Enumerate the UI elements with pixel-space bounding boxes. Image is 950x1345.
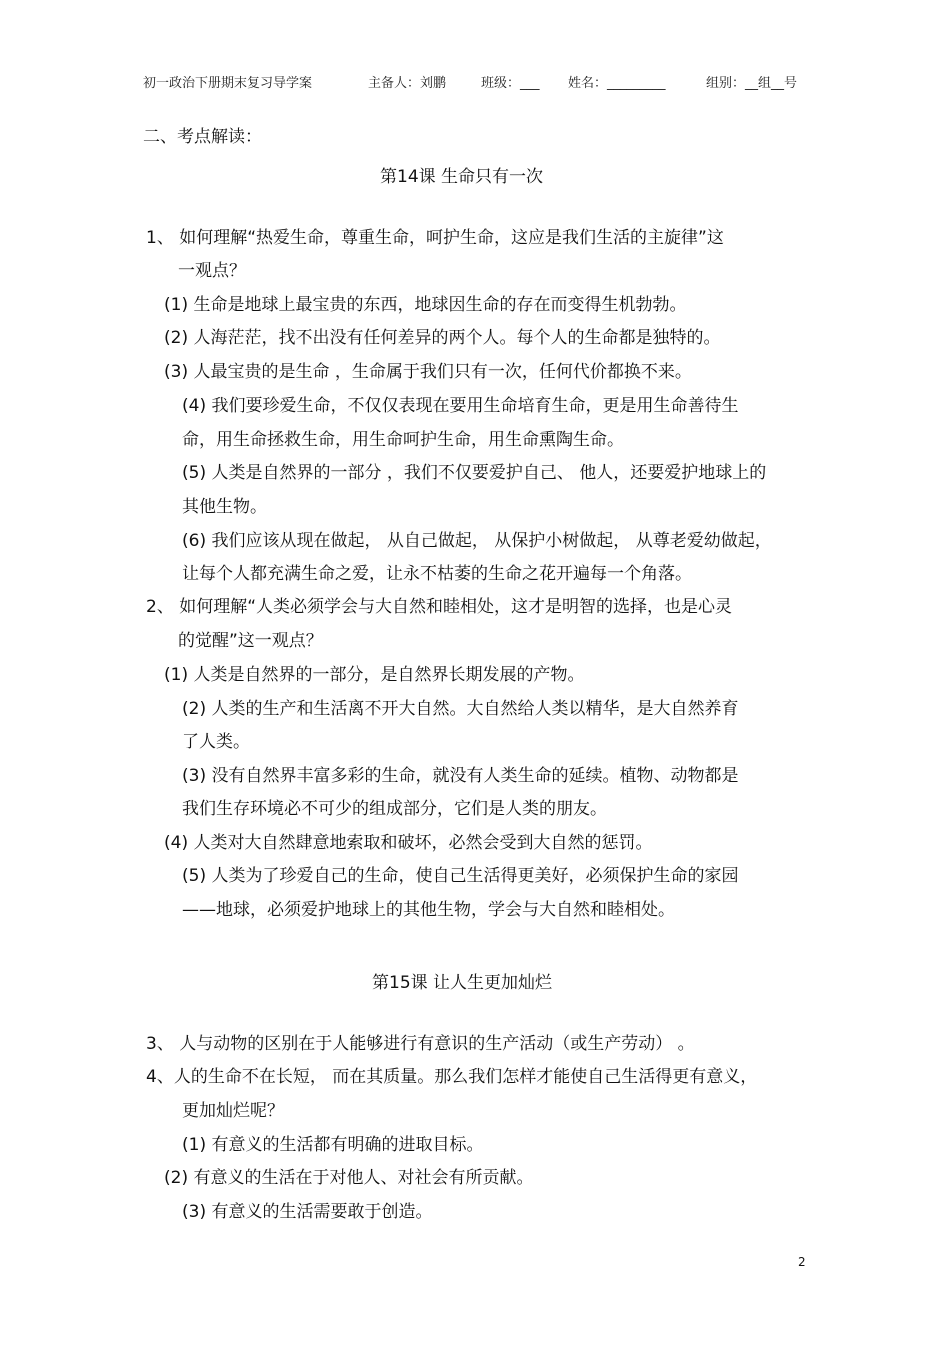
q1-answer-4-line1: (4) 我们要珍爱生命，不仅仅表现在要用生命培育生命，更是用生命善待生	[182, 396, 739, 416]
q1-answer-5-line2: 其他生物。	[182, 497, 267, 517]
q4-line1: 4、人的生命不在长短， 而在其质量。那么我们怎样才能使自己生活得更有意义，	[146, 1067, 758, 1087]
q4-answer-1: (1) 有意义的生活都有明确的进取目标。	[182, 1135, 484, 1155]
q2-answer-3-line2: 我们生存环境必不可少的组成部分，它们是人类的朋友。	[182, 799, 607, 819]
q1-answer-5-line1: (5) 人类是自然界的一部分 ，我们不仅要爱护自己、 他人，还要爱护地球上的	[182, 463, 767, 483]
q2-answer-5-line2: ——地球，必须爱护地球上的其他生物，学会与大自然和睦相处。	[182, 900, 675, 920]
page-number: 2	[798, 1255, 806, 1269]
q1-answer-3: (3) 人最宝贵的是生命 ，生命属于我们只有一次，任何代价都换不来。	[164, 362, 692, 382]
header-preparer: 主备人：刘鹏	[368, 76, 447, 91]
q3: 3、 人与动物的区别在于人能够进行有意识的生产活动（或生产劳动） 。	[146, 1034, 695, 1054]
q1-answer-6-line2: 让每个人都充满生命之爱，让永不枯萎的生命之花开遍每一个角落。	[182, 564, 692, 584]
q1-answer-1: (1) 生命是地球上最宝贵的东西，地球因生命的存在而变得生机勃勃。	[164, 295, 687, 315]
q2-line1: 2、 如何理解“人类必须学会与大自然和睦相处，这才是明智的选择，也是心灵	[146, 597, 733, 617]
q4-answer-2: (2) 有意义的生活在于对他人、对社会有所贡献。	[164, 1168, 534, 1188]
q2-answer-1: (1) 人类是自然界的一部分，是自然界长期发展的产物。	[164, 665, 585, 685]
q2-answer-5-line1: (5) 人类为了珍爱自己的生命，使自己生活得更美好，必须保护生命的家园	[182, 866, 739, 886]
q2-answer-3-line1: (3) 没有自然界丰富多彩的生命，就没有人类生命的延续。植物、动物都是	[182, 766, 739, 786]
q4-line2: 更加灿烂呢？	[182, 1101, 284, 1121]
q1-answer-2: (2) 人海茫茫，找不出没有任何差异的两个人。每个人的生命都是独特的。	[164, 328, 721, 348]
q1-answer-6-line1: (6) 我们应该从现在做起， 从自己做起， 从保护小树做起， 从尊老爱幼做起，	[182, 531, 772, 551]
q1-answer-4-line2: 命，用生命拯救生命，用生命呵护生命，用生命熏陶生命。	[182, 430, 624, 450]
lesson15-title: 第15课 让人生更加灿烂	[372, 973, 553, 993]
q1-line2: 一观点？	[178, 261, 246, 281]
header-name: 姓名：_________	[568, 76, 666, 91]
header-group: 组别：__组__号	[706, 76, 798, 91]
q2-answer-2-line1: (2) 人类的生产和生活离不开大自然。大自然给人类以精华，是大自然养育	[182, 699, 739, 719]
section-title: 二、考点解读：	[143, 127, 262, 147]
q1-line1: 1、 如何理解“热爱生命，尊重生命，呵护生命，这应是我们生活的主旋律”这	[146, 228, 724, 248]
header-course: 初一政治下册期末复习导学案	[143, 76, 313, 91]
lesson14-title: 第14课 生命只有一次	[380, 167, 544, 187]
q4-answer-3: (3) 有意义的生活需要敢于创造。	[182, 1202, 433, 1222]
header-class: 班级：___	[481, 76, 540, 91]
q2-answer-4: (4) 人类对大自然肆意地索取和破坏，必然会受到大自然的惩罚。	[164, 833, 653, 853]
q2-answer-2-line2: 了人类。	[182, 732, 250, 752]
q2-line2: 的觉醒”这一观点？	[178, 631, 323, 651]
